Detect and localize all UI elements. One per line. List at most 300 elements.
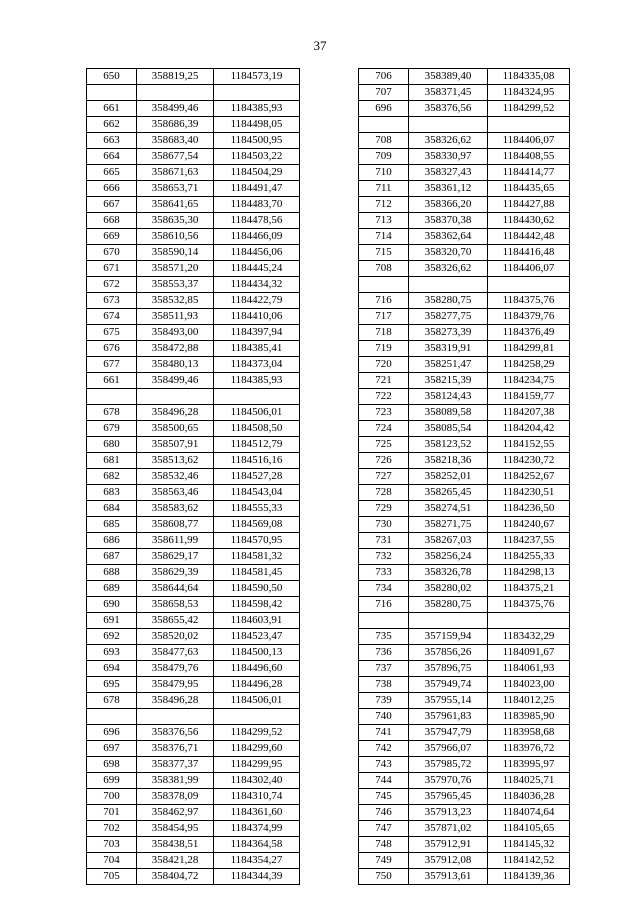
point-number-cell: 690 <box>87 597 137 613</box>
table-row <box>359 69 570 85</box>
table-row <box>359 181 570 197</box>
y-coordinate-cell: 1184324,95 <box>488 85 570 101</box>
table-row <box>87 341 300 357</box>
x-coordinate-cell: 358389,40 <box>409 69 488 85</box>
x-coordinate-cell: 357985,72 <box>409 757 488 773</box>
table-row <box>359 373 570 389</box>
point-number-cell <box>359 277 409 293</box>
x-coordinate-cell: 357970,76 <box>409 773 488 789</box>
table-row <box>359 853 570 869</box>
table-row <box>359 245 570 261</box>
y-coordinate-cell: 1184496,60 <box>214 661 300 677</box>
table-row <box>359 85 570 101</box>
y-coordinate-cell: 1184435,65 <box>488 181 570 197</box>
y-coordinate-cell: 1184456,06 <box>214 245 300 261</box>
x-coordinate-cell: 358496,28 <box>137 693 214 709</box>
table-row <box>87 469 300 485</box>
y-coordinate-cell: 1184430,62 <box>488 213 570 229</box>
point-number-cell: 676 <box>87 341 137 357</box>
point-number-cell: 741 <box>359 725 409 741</box>
point-number-cell: 736 <box>359 645 409 661</box>
point-number-cell: 715 <box>359 245 409 261</box>
x-coordinate-cell: 358658,53 <box>137 597 214 613</box>
y-coordinate-cell: 1184569,08 <box>214 517 300 533</box>
table-row <box>87 421 300 437</box>
y-coordinate-cell: 1184503,22 <box>214 149 300 165</box>
y-coordinate-cell: 1184142,52 <box>488 853 570 869</box>
table-row <box>359 293 570 309</box>
table-row <box>359 837 570 853</box>
y-coordinate-cell: 1184491,47 <box>214 181 300 197</box>
x-coordinate-cell: 358274,51 <box>409 501 488 517</box>
table-row <box>87 485 300 501</box>
x-coordinate-cell: 358635,30 <box>137 213 214 229</box>
point-number-cell: 743 <box>359 757 409 773</box>
y-coordinate-cell: 1184385,93 <box>214 373 300 389</box>
x-coordinate-cell: 357896,75 <box>409 661 488 677</box>
point-number-cell: 664 <box>87 149 137 165</box>
point-number-cell: 730 <box>359 517 409 533</box>
y-coordinate-cell: 1184061,93 <box>488 661 570 677</box>
table-row <box>359 741 570 757</box>
point-number-cell: 729 <box>359 501 409 517</box>
point-number-cell <box>87 85 137 101</box>
y-coordinate-cell: 1184504,29 <box>214 165 300 181</box>
point-number-cell: 717 <box>359 309 409 325</box>
table-row <box>87 165 300 181</box>
y-coordinate-cell: 1184139,36 <box>488 869 570 885</box>
y-coordinate-cell: 1184410,06 <box>214 309 300 325</box>
point-number-cell: 682 <box>87 469 137 485</box>
table-row <box>359 629 570 645</box>
point-number-cell: 696 <box>87 725 137 741</box>
point-number-cell: 728 <box>359 485 409 501</box>
x-coordinate-cell: 358500,65 <box>137 421 214 437</box>
x-coordinate-cell: 358520,02 <box>137 629 214 645</box>
point-number-cell: 720 <box>359 357 409 373</box>
y-coordinate-cell: 1184234,75 <box>488 373 570 389</box>
x-coordinate-cell: 357947,79 <box>409 725 488 741</box>
y-coordinate-cell: 1184498,05 <box>214 117 300 133</box>
x-coordinate-cell: 358499,46 <box>137 101 214 117</box>
right-table-body <box>359 69 570 885</box>
table-row <box>359 389 570 405</box>
x-coordinate-cell: 358629,17 <box>137 549 214 565</box>
x-coordinate-cell: 358218,36 <box>409 453 488 469</box>
table-row <box>359 805 570 821</box>
point-number-cell: 703 <box>87 837 137 853</box>
table-row <box>87 789 300 805</box>
table-row <box>87 549 300 565</box>
point-number-cell: 708 <box>359 133 409 149</box>
y-coordinate-cell <box>488 277 570 293</box>
x-coordinate-cell: 358479,76 <box>137 661 214 677</box>
y-coordinate-cell: 1184376,49 <box>488 325 570 341</box>
x-coordinate-cell: 358583,62 <box>137 501 214 517</box>
y-coordinate-cell: 1184500,95 <box>214 133 300 149</box>
y-coordinate-cell: 1184159,77 <box>488 389 570 405</box>
x-coordinate-cell: 358571,20 <box>137 261 214 277</box>
y-coordinate-cell: 1184570,95 <box>214 533 300 549</box>
x-coordinate-cell: 357966,07 <box>409 741 488 757</box>
table-row <box>359 757 570 773</box>
table-row <box>87 773 300 789</box>
y-coordinate-cell: 1184496,28 <box>214 677 300 693</box>
x-coordinate-cell: 358215,39 <box>409 373 488 389</box>
x-coordinate-cell <box>409 613 488 629</box>
y-coordinate-cell: 1184500,13 <box>214 645 300 661</box>
x-coordinate-cell: 358326,62 <box>409 133 488 149</box>
y-coordinate-cell: 1183958,68 <box>488 725 570 741</box>
point-number-cell: 727 <box>359 469 409 485</box>
y-coordinate-cell: 1184230,72 <box>488 453 570 469</box>
table-row <box>87 437 300 453</box>
y-coordinate-cell: 1184590,50 <box>214 581 300 597</box>
y-coordinate-cell: 1184361,60 <box>214 805 300 821</box>
y-coordinate-cell: 1184385,41 <box>214 341 300 357</box>
x-coordinate-cell: 358683,40 <box>137 133 214 149</box>
table-row <box>87 533 300 549</box>
y-coordinate-cell: 1184299,81 <box>488 341 570 357</box>
point-number-cell: 698 <box>87 757 137 773</box>
point-number-cell: 672 <box>87 277 137 293</box>
x-coordinate-cell: 358330,97 <box>409 149 488 165</box>
table-row <box>87 805 300 821</box>
point-number-cell: 674 <box>87 309 137 325</box>
point-number-cell: 700 <box>87 789 137 805</box>
x-coordinate-cell: 358089,58 <box>409 405 488 421</box>
table-row <box>87 229 300 245</box>
x-coordinate-cell <box>409 277 488 293</box>
y-coordinate-cell: 1184408,55 <box>488 149 570 165</box>
point-number-cell: 711 <box>359 181 409 197</box>
table-row <box>359 101 570 117</box>
x-coordinate-cell: 358265,45 <box>409 485 488 501</box>
table-row <box>359 357 570 373</box>
point-number-cell: 713 <box>359 213 409 229</box>
point-number-cell: 724 <box>359 421 409 437</box>
x-coordinate-cell: 358267,03 <box>409 533 488 549</box>
x-coordinate-cell: 358532,85 <box>137 293 214 309</box>
table-row <box>87 325 300 341</box>
x-coordinate-cell: 358280,75 <box>409 293 488 309</box>
point-number-cell: 709 <box>359 149 409 165</box>
x-coordinate-cell: 358271,75 <box>409 517 488 533</box>
table-row <box>87 741 300 757</box>
point-number-cell: 740 <box>359 709 409 725</box>
point-number-cell: 749 <box>359 853 409 869</box>
x-coordinate-cell <box>137 85 214 101</box>
point-number-cell: 747 <box>359 821 409 837</box>
point-number-cell: 716 <box>359 293 409 309</box>
y-coordinate-cell <box>214 709 300 725</box>
x-coordinate-cell: 358085,54 <box>409 421 488 437</box>
x-coordinate-cell: 358381,99 <box>137 773 214 789</box>
table-row <box>87 117 300 133</box>
y-coordinate-cell: 1184023,00 <box>488 677 570 693</box>
point-number-cell: 737 <box>359 661 409 677</box>
y-coordinate-cell: 1184145,32 <box>488 837 570 853</box>
table-row <box>359 597 570 613</box>
y-coordinate-cell: 1184598,42 <box>214 597 300 613</box>
table-row <box>87 453 300 469</box>
table-row <box>87 133 300 149</box>
x-coordinate-cell: 358421,28 <box>137 853 214 869</box>
point-number-cell: 681 <box>87 453 137 469</box>
point-number-cell: 742 <box>359 741 409 757</box>
point-number-cell <box>359 117 409 133</box>
x-coordinate-cell: 358320,70 <box>409 245 488 261</box>
point-number-cell: 683 <box>87 485 137 501</box>
point-number-cell: 692 <box>87 629 137 645</box>
point-number-cell: 748 <box>359 837 409 853</box>
x-coordinate-cell: 358608,77 <box>137 517 214 533</box>
table-row <box>359 725 570 741</box>
y-coordinate-cell <box>488 117 570 133</box>
point-number-cell: 694 <box>87 661 137 677</box>
x-coordinate-cell <box>137 389 214 405</box>
y-coordinate-cell: 1184375,21 <box>488 581 570 597</box>
y-coordinate-cell: 1184374,99 <box>214 821 300 837</box>
table-row <box>359 213 570 229</box>
point-number-cell: 689 <box>87 581 137 597</box>
point-number-cell: 661 <box>87 101 137 117</box>
point-number-cell: 707 <box>359 85 409 101</box>
table-row <box>87 293 300 309</box>
x-coordinate-cell: 358472,88 <box>137 341 214 357</box>
x-coordinate-cell: 358532,46 <box>137 469 214 485</box>
table-row <box>359 261 570 277</box>
y-coordinate-cell: 1184152,55 <box>488 437 570 453</box>
point-number-cell: 678 <box>87 405 137 421</box>
point-number-cell: 667 <box>87 197 137 213</box>
y-coordinate-cell: 1184581,32 <box>214 549 300 565</box>
x-coordinate-cell: 358671,63 <box>137 165 214 181</box>
x-coordinate-cell: 358252,01 <box>409 469 488 485</box>
table-row <box>359 693 570 709</box>
point-number-cell: 750 <box>359 869 409 885</box>
point-number-cell: 718 <box>359 325 409 341</box>
x-coordinate-cell: 358376,71 <box>137 741 214 757</box>
x-coordinate-cell: 358644,64 <box>137 581 214 597</box>
x-coordinate-cell: 358563,46 <box>137 485 214 501</box>
point-number-cell: 726 <box>359 453 409 469</box>
point-number-cell: 701 <box>87 805 137 821</box>
y-coordinate-cell: 1184397,94 <box>214 325 300 341</box>
table-row <box>359 565 570 581</box>
x-coordinate-cell: 358124,43 <box>409 389 488 405</box>
point-number-cell: 661 <box>87 373 137 389</box>
point-number-cell: 678 <box>87 693 137 709</box>
y-coordinate-cell: 1184036,28 <box>488 789 570 805</box>
point-number-cell: 665 <box>87 165 137 181</box>
x-coordinate-cell: 358499,46 <box>137 373 214 389</box>
y-coordinate-cell: 1183432,29 <box>488 629 570 645</box>
x-coordinate-cell: 358376,56 <box>137 725 214 741</box>
x-coordinate-cell: 358496,28 <box>137 405 214 421</box>
x-coordinate-cell: 358513,62 <box>137 453 214 469</box>
table-row <box>359 773 570 789</box>
point-number-cell: 650 <box>87 69 137 85</box>
table-row <box>87 757 300 773</box>
point-number-cell: 695 <box>87 677 137 693</box>
y-coordinate-cell: 1184299,52 <box>214 725 300 741</box>
x-coordinate-cell: 358590,14 <box>137 245 214 261</box>
table-row <box>87 181 300 197</box>
x-coordinate-cell: 357913,61 <box>409 869 488 885</box>
x-coordinate-cell: 358377,37 <box>137 757 214 773</box>
table-row <box>87 213 300 229</box>
point-number-cell: 669 <box>87 229 137 245</box>
table-row <box>359 501 570 517</box>
table-row <box>87 261 300 277</box>
left-table-body <box>87 69 300 885</box>
table-row <box>87 101 300 117</box>
y-coordinate-cell: 1184354,27 <box>214 853 300 869</box>
y-coordinate-cell: 1184508,50 <box>214 421 300 437</box>
x-coordinate-cell: 358123,52 <box>409 437 488 453</box>
x-coordinate-cell: 358371,45 <box>409 85 488 101</box>
y-coordinate-cell: 1184335,08 <box>488 69 570 85</box>
table-row <box>359 469 570 485</box>
x-coordinate-cell: 358493,00 <box>137 325 214 341</box>
x-coordinate-cell: 357961,83 <box>409 709 488 725</box>
point-number-cell: 722 <box>359 389 409 405</box>
y-coordinate-cell: 1184299,52 <box>488 101 570 117</box>
table-row <box>87 197 300 213</box>
x-coordinate-cell: 358273,39 <box>409 325 488 341</box>
table-row <box>87 373 300 389</box>
table-row <box>359 549 570 565</box>
point-number-cell: 680 <box>87 437 137 453</box>
point-number-cell: 706 <box>359 69 409 85</box>
point-number-cell: 714 <box>359 229 409 245</box>
point-number-cell: 719 <box>359 341 409 357</box>
table-row <box>359 421 570 437</box>
point-number-cell: 712 <box>359 197 409 213</box>
x-coordinate-cell: 358327,43 <box>409 165 488 181</box>
y-coordinate-cell: 1184298,13 <box>488 565 570 581</box>
point-number-cell: 702 <box>87 821 137 837</box>
y-coordinate-cell: 1184516,16 <box>214 453 300 469</box>
x-coordinate-cell: 358677,54 <box>137 149 214 165</box>
point-number-cell: 731 <box>359 533 409 549</box>
x-coordinate-cell: 357913,23 <box>409 805 488 821</box>
table-row <box>87 501 300 517</box>
table-row <box>87 869 300 885</box>
y-coordinate-cell: 1184581,45 <box>214 565 300 581</box>
table-row <box>87 821 300 837</box>
table-row <box>359 229 570 245</box>
page-number: 37 <box>313 38 327 53</box>
table-row <box>87 629 300 645</box>
point-number-cell: 688 <box>87 565 137 581</box>
x-coordinate-cell: 358326,78 <box>409 565 488 581</box>
y-coordinate-cell: 1184012,25 <box>488 693 570 709</box>
y-coordinate-cell: 1184555,33 <box>214 501 300 517</box>
x-coordinate-cell: 358362,64 <box>409 229 488 245</box>
point-number-cell: 725 <box>359 437 409 453</box>
y-coordinate-cell: 1183985,90 <box>488 709 570 725</box>
x-coordinate-cell: 358319,91 <box>409 341 488 357</box>
y-coordinate-cell: 1184527,28 <box>214 469 300 485</box>
point-number-cell: 687 <box>87 549 137 565</box>
point-number-cell: 746 <box>359 805 409 821</box>
y-coordinate-cell: 1184523,47 <box>214 629 300 645</box>
y-coordinate-cell: 1184375,76 <box>488 597 570 613</box>
point-number-cell: 699 <box>87 773 137 789</box>
y-coordinate-cell <box>214 389 300 405</box>
table-row <box>359 277 570 293</box>
y-coordinate-cell: 1184255,33 <box>488 549 570 565</box>
x-coordinate-cell: 358629,39 <box>137 565 214 581</box>
table-row <box>87 645 300 661</box>
x-coordinate-cell: 357949,74 <box>409 677 488 693</box>
table-row <box>359 341 570 357</box>
x-coordinate-cell: 358277,75 <box>409 309 488 325</box>
table-row <box>359 517 570 533</box>
x-coordinate-cell: 358553,37 <box>137 277 214 293</box>
x-coordinate-cell: 358326,62 <box>409 261 488 277</box>
x-coordinate-cell: 358280,02 <box>409 581 488 597</box>
table-row <box>87 69 300 85</box>
point-number-cell: 704 <box>87 853 137 869</box>
y-coordinate-cell: 1184427,88 <box>488 197 570 213</box>
y-coordinate-cell: 1184299,95 <box>214 757 300 773</box>
table-row <box>87 565 300 581</box>
y-coordinate-cell: 1184506,01 <box>214 693 300 709</box>
table-row <box>359 149 570 165</box>
x-coordinate-cell: 358366,20 <box>409 197 488 213</box>
y-coordinate-cell: 1184373,04 <box>214 357 300 373</box>
table-row <box>359 789 570 805</box>
y-coordinate-cell: 1184258,29 <box>488 357 570 373</box>
table-row <box>359 325 570 341</box>
table-row <box>359 453 570 469</box>
x-coordinate-cell: 357159,94 <box>409 629 488 645</box>
table-row <box>87 389 300 405</box>
table-row <box>359 197 570 213</box>
y-coordinate-cell: 1184379,76 <box>488 309 570 325</box>
point-number-cell: 666 <box>87 181 137 197</box>
table-row <box>87 277 300 293</box>
point-number-cell: 744 <box>359 773 409 789</box>
table-row <box>87 309 300 325</box>
table-row <box>87 709 300 725</box>
y-coordinate-cell: 1184603,91 <box>214 613 300 629</box>
y-coordinate-cell: 1184506,01 <box>214 405 300 421</box>
table-row <box>359 821 570 837</box>
point-number-cell <box>87 709 137 725</box>
point-number-cell: 691 <box>87 613 137 629</box>
y-coordinate-cell: 1184442,48 <box>488 229 570 245</box>
y-coordinate-cell: 1184091,67 <box>488 645 570 661</box>
point-number-cell: 705 <box>87 869 137 885</box>
x-coordinate-cell: 358378,09 <box>137 789 214 805</box>
table-row <box>87 517 300 533</box>
point-number-cell: 708 <box>359 261 409 277</box>
x-coordinate-cell: 358610,56 <box>137 229 214 245</box>
y-coordinate-cell: 1184385,93 <box>214 101 300 117</box>
point-number-cell: 716 <box>359 597 409 613</box>
table-row <box>87 405 300 421</box>
table-row <box>359 405 570 421</box>
table-row <box>87 581 300 597</box>
table-row <box>359 165 570 181</box>
table-row <box>87 597 300 613</box>
point-number-cell: 710 <box>359 165 409 181</box>
point-number-cell: 671 <box>87 261 137 277</box>
